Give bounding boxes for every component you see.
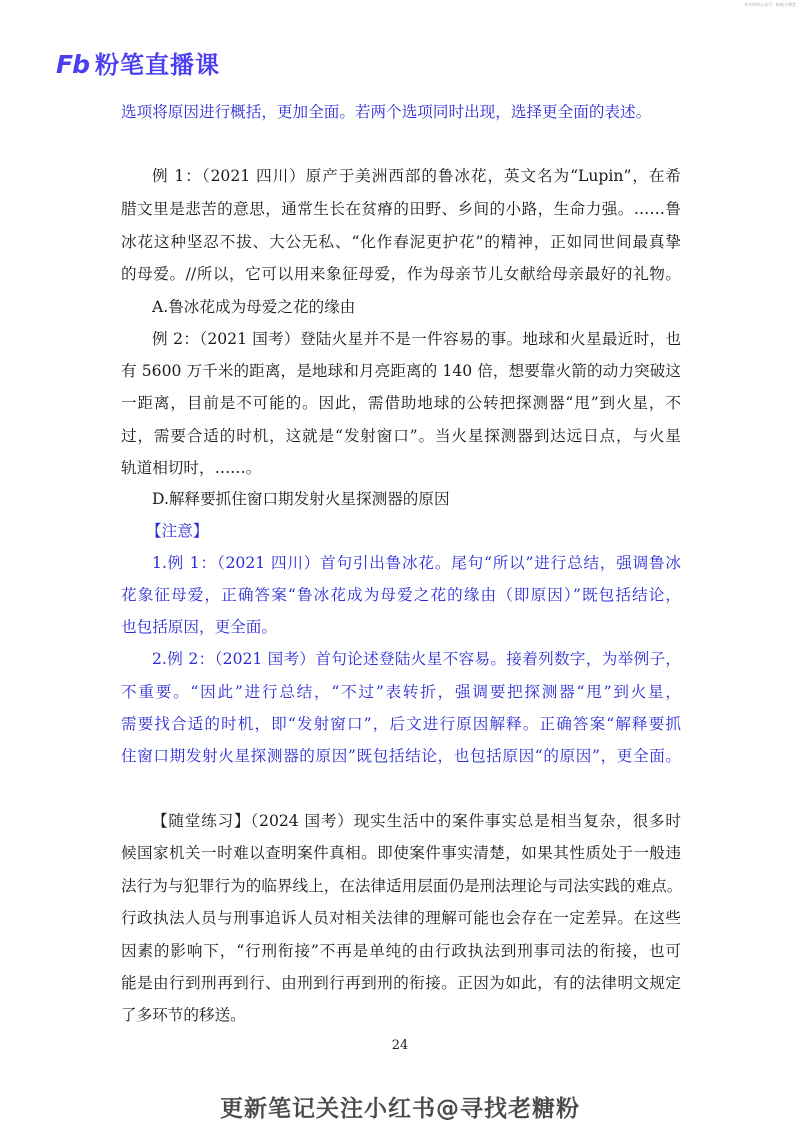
brand-header xyxy=(56,52,220,77)
example2-line: 一距离，目前是不可能的。因此，需借助地球的公转把探测器“甩”到火星，不 xyxy=(121,394,681,412)
page-number: 24 xyxy=(391,1038,409,1053)
example2-option: D.解释要抓住窗口期发射火星探测器的原因 xyxy=(152,490,450,508)
notice-item1-line: 1.例 1：（2021 四川）首句引出鲁冰花。尾句“所以”进行总结，强调鲁冰 xyxy=(152,554,681,572)
practice-line: 法行为与犯罪行为的临界线上，在法律适用层面仍是刑法理论与司法实践的难点。 xyxy=(121,877,683,895)
example2-line: 过，需要合适的时机，这就是“发射窗口”。当火星探测器到达远日点，与火星 xyxy=(121,427,681,445)
example1-line: 冰花这种坚忍不拔、大公无私、“化作春泥更护花”的精神，正如同世间最真挚 xyxy=(121,233,681,251)
example2-line: 轨道相切时，……。 xyxy=(121,459,262,477)
practice-line: 因素的影响下，“行刑衔接”不再是单纯的由行政执法到刑事司法的衔接，也可 xyxy=(121,942,681,960)
example1-line: 例 1：（2021 四川）原产于美洲西部的鲁冰花，英文名为“Lupin”，在希 xyxy=(152,167,681,185)
notice-title: 【注意】 xyxy=(146,522,209,540)
notice-item1-line: 也包括原因，更全面。 xyxy=(121,618,277,636)
example1-line: 的母爱。//所以，它可以用来象征母爱，作为母亲节儿女献给母亲最好的礼物。 xyxy=(121,265,681,283)
top-note: 更多资料公众号 · 粉笔小课堂 xyxy=(744,2,796,7)
example1-option: A.鲁冰花成为母爱之花的缘由 xyxy=(152,298,356,316)
practice-line: 了多环节的移送。 xyxy=(121,1006,246,1024)
fenbi-logo-icon: Fb xyxy=(56,50,89,79)
notice-item2-line: 住窗口期发射火星探测器的原因”既包括结论，也包括原因“的原因”，更全面。 xyxy=(121,747,681,765)
intro-line: 选项将原因进行概括，更加全面。若两个选项同时出现，选择更全面的表述。 xyxy=(121,103,652,121)
practice-line: 行政执法人员与刑事追诉人员对相关法律的理解可能也会存在一定差异。在这些 xyxy=(121,909,681,927)
example2-line: 有 5600 万千米的距离，是地球和月亮距离的 140 倍，想要靠火箭的动力突破这 xyxy=(121,362,681,380)
notice-item2-line: 需要找合适的时机，即“发射窗口”，后文进行原因解释。正确答案“解释要抓 xyxy=(121,715,681,733)
practice-line: 【随堂练习】（2024 国考）现实生活中的案件事实总是相当复杂，很多时 xyxy=(152,812,681,830)
practice-line: 候国家机关一时难以查明案件真相。即使案件事实清楚，如果其性质处于一般违 xyxy=(121,844,681,862)
brand-name: 粉笔直播课 xyxy=(94,50,220,79)
practice-line: 能是由行到刑再到行、由刑到行再到刑的衔接。正因为如此，有的法律明文规定 xyxy=(121,974,681,992)
notice-item2-line: 2.例 2：（2021 国考）首句论述登陆火星不容易。接着列数字，为举例子， xyxy=(152,650,681,668)
example2-line: 例 2：（2021 国考）登陆火星并不是一件容易的事。地球和火星最近时，也 xyxy=(152,330,681,348)
example1-line: 腊文里是悲苦的意思，通常生长在贫瘠的田野、乡间的小路，生命力强。……鲁 xyxy=(121,200,681,218)
notice-item1-line: 花象征母爱，正确答案“鲁冰花成为母爱之花的缘由（即原因）”既包括结论， xyxy=(121,586,681,604)
footer-watermark: 更新笔记关注小红书@寻找老糖粉 xyxy=(220,1096,580,1122)
notice-item2-line: 不重要。“因此”进行总结，“不过”表转折，强调要把探测器“甩”到火星， xyxy=(121,683,681,701)
